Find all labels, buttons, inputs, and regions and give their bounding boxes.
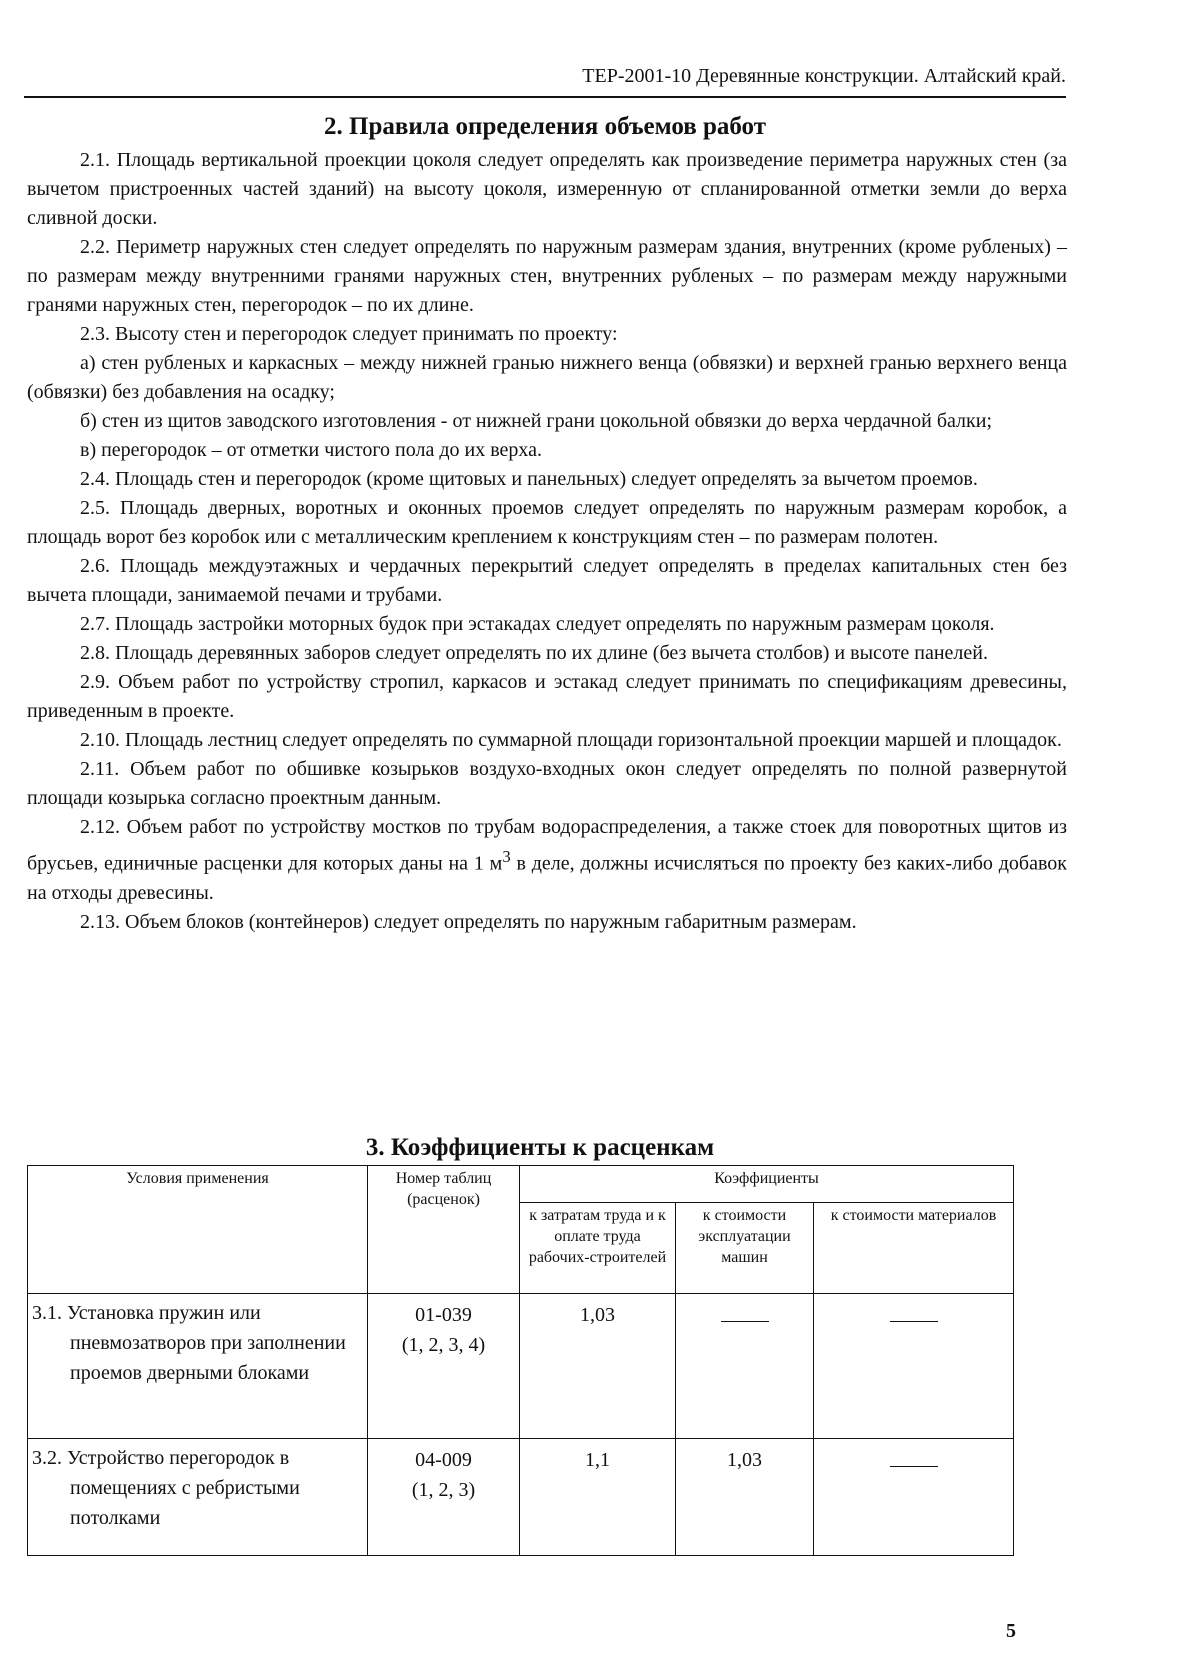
- paragraph-2-5: 2.5. Площадь дверных, воротных и оконных проемов следует определять по наружным размерам коробок, а площадь ворот без коробок или с металлическим креплением к конструкциям стен – по размерам полотен.: [27, 497, 1067, 548]
- row-table-number: [368, 1439, 520, 1556]
- header-conditions: Условия применения: [28, 1166, 368, 1294]
- header-coefficients: Коэффициенты: [520, 1166, 1014, 1203]
- row-labor-coefficient: 1,03: [520, 1294, 676, 1439]
- paragraph-2-11: 2.11. Объем работ по обшивке козырьков воздухо-входных окон следует определять по полной развернутой площади козырька согласно проектным данным.: [27, 758, 1067, 809]
- row-table-number: [368, 1294, 520, 1439]
- paragraph-2-10: 2.10. Площадь лестниц следует определять по суммарной площади горизонтальной проекции маршей и площадок.: [80, 729, 1062, 751]
- paragraph-2-3-a: а) стен рубленых и каркасных – между нижней гранью нижнего венца (обвязки) и верхней гранью верхнего венца (обвязки) без добавления на осадку;: [27, 352, 1067, 403]
- paragraph-2-6: 2.6. Площадь междуэтажных и чердачных перекрытий следует определять в пределах капитальных стен без вычета площади, занимаемой печами и трубами.: [27, 555, 1067, 606]
- header-table-number: Номер таблиц (расценок): [368, 1166, 520, 1294]
- row-rates-value: (1, 2, 3, 4): [401, 1334, 486, 1356]
- section-2-body: [27, 146, 1067, 937]
- table-header-row: [28, 1166, 1014, 1203]
- paragraph-2-13: 2.13. Объем блоков (контейнеров) следует определять по наружным габаритным размерам.: [80, 910, 857, 933]
- paragraph-2-9: 2.9. Объем работ по устройству стропил, каркасов и эстакад следует принимать по спецификациям древесины, приведенным в проекте.: [27, 671, 1067, 722]
- dash-mark: [721, 1321, 769, 1322]
- section-3-title: [300, 1133, 780, 1163]
- row-machines-coefficient: 1,03: [676, 1439, 814, 1556]
- row-conditions: [28, 1439, 368, 1556]
- row-conditions-first-line: 3.2. Устройство перегородок в: [32, 1447, 290, 1469]
- section-3-title-text: 3. Коэффициенты к расценкам: [365, 1134, 715, 1161]
- table-row: [28, 1294, 1014, 1439]
- paragraph-2-8: 2.8. Площадь деревянных заборов следует определять по их длине (без вычета столбов) и высоте панелей.: [80, 642, 988, 664]
- paragraph-2-7: 2.7. Площадь застройки моторных будок при эстакадах следует определять по наружным размерам цоколя.: [80, 613, 995, 635]
- running-header: ТЕР-2001-10 Деревянные конструкции. Алтайский край.: [582, 65, 1066, 87]
- row-materials-coefficient: [814, 1294, 1014, 1439]
- paragraph-2-12: [27, 813, 1067, 908]
- paragraph-2-12-start: 2.12. Объем работ по устройству мостков по трубам водораспределения, а также стоек для поворотных щитов из брусьев, единичные расценки для которых даны на 1 м: [27, 816, 1067, 875]
- page-number: 5: [1006, 1620, 1016, 1642]
- row-conditions: [28, 1294, 368, 1439]
- paragraph-2-12-end: в деле, должны исчисляться по проекту без каких-либо добавок на отходы древесины.: [27, 852, 1067, 904]
- row-labor-coefficient: 1,1: [520, 1439, 676, 1556]
- row-conditions-continuation: помещениях с ребристыми потолками: [70, 1477, 300, 1529]
- paragraph-2-3-c: в) перегородок – от отметки чистого пола до их верха.: [80, 439, 543, 461]
- subheader-machines: к стоимости эксплуатации машин: [676, 1202, 814, 1293]
- row-rates-value: (1, 2, 3): [411, 1479, 476, 1501]
- row-table-number-value: 04-009: [415, 1449, 472, 1471]
- section-2-title: 2. Правила определения объемов работ: [324, 113, 766, 140]
- coefficients-table: [27, 1165, 1014, 1556]
- paragraph-2-12-superscript: 3: [502, 847, 511, 866]
- row-machines-coefficient: [676, 1294, 814, 1439]
- row-materials-coefficient: [814, 1439, 1014, 1556]
- paragraph-2-1: 2.1. Площадь вертикальной проекции цоколя следует определять как произведение периметра наружных стен (за вычетом пристроенных частей зданий) на высоту цоколя, измеренную от спланированной отметки земли до верха сливной доски.: [27, 149, 1067, 229]
- row-conditions-continuation: пневмозатворов при заполнении проемов дверными блоками: [70, 1332, 346, 1384]
- paragraph-2-2: 2.2. Периметр наружных стен следует определять по наружным размерам здания, внутренних (кроме рубленых) – по размерам между внутренними гранями наружных стен, внутренних рубленых – по размерам между наружными гранями наружных стен, перегородок – по их длине.: [27, 236, 1067, 316]
- paragraph-2-4: 2.4. Площадь стен и перегородок (кроме щитовых и панельных) следует определять за вычетом проемов.: [80, 468, 978, 490]
- subheader-labor: к затратам труда и к оплате труда рабочих-строителей: [520, 1202, 676, 1293]
- subheader-materials: к стоимости материалов: [814, 1202, 1014, 1293]
- table-row: [28, 1439, 1014, 1556]
- dash-mark: [890, 1321, 938, 1322]
- paragraph-2-3-b: б) стен из щитов заводского изготовления - от нижней грани цокольной обвязки до верха чердачной балки;: [80, 410, 993, 432]
- row-table-number-value: 01-039: [415, 1304, 472, 1326]
- header-rule: [24, 96, 1066, 98]
- paragraph-2-3: 2.3. Высоту стен и перегородок следует принимать по проекту:: [80, 323, 618, 345]
- dash-mark: [890, 1466, 938, 1467]
- row-conditions-first-line: 3.1. Установка пружин или: [32, 1302, 261, 1324]
